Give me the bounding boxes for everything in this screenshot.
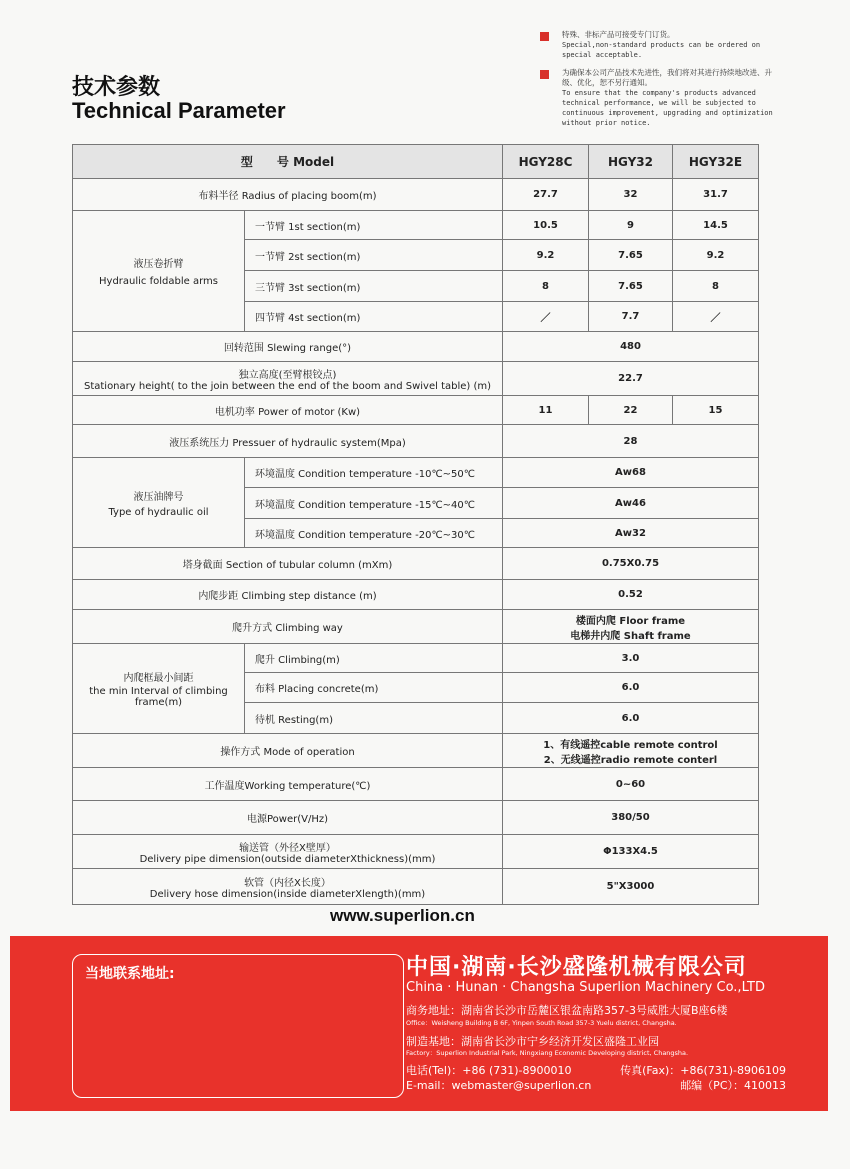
contact-email-row [406, 1077, 786, 1093]
table-row [73, 644, 759, 673]
cell-value: 380/50 [503, 801, 759, 835]
cell-value: Aw32 [503, 519, 759, 548]
row-label: 爬升 Climbing(m) [245, 644, 503, 673]
cell-value: 7.65 [589, 271, 673, 302]
factory-address-cn: 制造基地：湖南省长沙市宁乡经济开发区盛隆工业园 [406, 1035, 659, 1048]
row-label: 环境温度 Condition temperature -20℃~30℃ [245, 519, 503, 548]
group-climbing-interval [73, 644, 245, 734]
row-label: 工作温度Working temperature(℃) [73, 768, 503, 801]
table-row [73, 458, 759, 488]
cell-value-line: 楼面内爬 Floor frame [575, 615, 686, 627]
table-row [73, 179, 759, 211]
row-label: 环境温度 Condition temperature -10℃~50℃ [245, 458, 503, 488]
cell-value: 31.7 [673, 179, 759, 211]
local-contact-box [72, 954, 404, 1098]
company-name-en: China · Hunan · Changsha Superlion Machinery Co.,LTD [406, 980, 765, 995]
cell-value: 22 [589, 396, 673, 425]
model-label: 型 号 Model [73, 145, 503, 179]
row-label: 环境温度 Condition temperature -15℃~40℃ [245, 488, 503, 519]
group-label-en: Hydraulic foldable arms [99, 276, 218, 287]
row-label: 液压系统压力 Pressuer of hydraulic system(Mpa) [73, 425, 503, 458]
table-row [73, 425, 759, 458]
cell-value: 0~60 [503, 768, 759, 801]
table-row [73, 362, 759, 396]
table-row [73, 211, 759, 240]
table-row [73, 869, 759, 905]
tel: 电话(Tel)：+86 (731)-8900010 [406, 1064, 572, 1077]
office-address-en: Office：Weisheng Building B 6F, Yinpen South Road 357-3 Yuelu district, Changsha. [406, 1019, 677, 1027]
row-label [73, 869, 503, 905]
cell-value: 32 [589, 179, 673, 211]
cell-value: 11 [503, 396, 589, 425]
cell-value [503, 734, 759, 768]
model-hgy32: HGY32 [589, 145, 673, 179]
cell-value: 7.7 [589, 302, 673, 332]
table-row [73, 396, 759, 425]
cell-value: 6.0 [503, 673, 759, 703]
table-row [73, 580, 759, 610]
row-label-cn: 独立高度(至臂根铰点) [238, 369, 337, 381]
cell-value [503, 610, 759, 644]
cell-value: 9.2 [503, 240, 589, 271]
table-row [73, 610, 759, 644]
cell-value: ／ [503, 302, 589, 332]
factory-address-en: Factory：Superlion Industrial Park, Ningxiang Economic Developing district, Changsha. [406, 1049, 689, 1057]
cell-value-line: 1、有线遥控cable remote control [543, 739, 718, 751]
company-name-cn: 中国·湖南·长沙盛隆机械有限公司 [406, 955, 747, 980]
cell-value: 9.2 [673, 240, 759, 271]
row-label: 电源Power(V/Hz) [73, 801, 503, 835]
row-label-en: Stationary height( to the join between the end of the boom and Swivel table) (m) [83, 380, 492, 392]
group-label-en: Type of hydraulic oil [108, 506, 209, 518]
row-label: 三节臂 3st section(m) [245, 271, 503, 302]
table-row [73, 801, 759, 835]
table-row [73, 768, 759, 801]
group-label-cn: 内爬框最小间距 [123, 673, 194, 684]
cell-value: 3.0 [503, 644, 759, 673]
cell-value: 28 [503, 425, 759, 458]
cell-value: 8 [673, 271, 759, 302]
notes [540, 30, 780, 136]
table-row [73, 734, 759, 768]
cell-value: 9 [589, 211, 673, 240]
note-cn: 为确保本公司产品技术先进性，我们将对其进行持续地改进、升级、优化，恕不另行通知。 [562, 68, 772, 87]
row-label-en: Delivery hose dimension(inside diameterXlength)(mm) [149, 888, 426, 900]
row-label: 一节臂 1st section(m) [245, 211, 503, 240]
cell-value: 10.5 [503, 211, 589, 240]
row-label: 一节臂 2st section(m) [245, 240, 503, 271]
group-label-cn: 液压卷折臂 [133, 259, 184, 270]
group-hydraulic-arms [73, 211, 245, 332]
cell-value-line: 电梯井内爬 Shaft frame [570, 630, 691, 642]
row-label: 回转范围 Slewing range(°) [73, 332, 503, 362]
email: E-mail：webmaster@superlion.cn [406, 1079, 592, 1092]
row-label: 四节臂 4st section(m) [245, 302, 503, 332]
row-label: 待机 Resting(m) [245, 703, 503, 734]
technical-parameter-table [72, 144, 759, 905]
cell-value: 5"X3000 [503, 869, 759, 905]
note-cn: 特殊、非标产品可接受专门订货。 [562, 30, 675, 39]
cell-value: 0.52 [503, 580, 759, 610]
cell-value: 14.5 [673, 211, 759, 240]
contact-phone-row [406, 1062, 786, 1078]
group-label-cn: 液压油牌号 [133, 491, 184, 503]
cell-value: 480 [503, 332, 759, 362]
row-label-cn: 输送管（外径X壁厚） [239, 842, 336, 854]
website-url: www.superlion.cn [330, 906, 475, 925]
bullet-square-icon [540, 70, 549, 79]
office-address-cn: 商务地址：湖南省长沙市岳麓区银盆南路357-3号威胜大厦B座6楼 [406, 1004, 728, 1017]
cell-value: Aw68 [503, 458, 759, 488]
table-row [73, 835, 759, 869]
note-en: To ensure that the company's products advanced technical performance, we will be subjected to continuous improvement, upgrading and optimization without prior notice. [562, 89, 773, 127]
row-label: 布料半径 Radius of placing boom(m) [73, 179, 503, 211]
group-hydraulic-oil [73, 458, 245, 548]
footer-banner [10, 936, 828, 1111]
row-label-en: Delivery pipe dimension(outside diameterXthickness)(mm) [139, 853, 436, 865]
row-label: 内爬步距 Climbing step distance (m) [73, 580, 503, 610]
page-title-en: Technical Parameter [72, 98, 286, 123]
row-label: 爬升方式 Climbing way [73, 610, 503, 644]
group-label-en: the min Interval of climbing frame(m) [89, 686, 228, 708]
postcode: 邮编（PC）：410013 [680, 1079, 786, 1092]
fax: 传真(Fax)：+86(731)-8906109 [620, 1064, 786, 1077]
cell-value: ／ [673, 302, 759, 332]
row-label-cn: 软管（内径X长度） [244, 877, 331, 889]
model-hgy32e: HGY32E [673, 145, 759, 179]
note-en: Special,non-standard products can be ordered on special acceptable. [562, 41, 761, 59]
cell-value: Aw46 [503, 488, 759, 519]
cell-value: 27.7 [503, 179, 589, 211]
note-special-order [540, 30, 780, 60]
cell-value: 0.75X0.75 [503, 548, 759, 580]
cell-value: Φ133X4.5 [503, 835, 759, 869]
page-title-cn: 技术参数 [72, 75, 161, 100]
cell-value: 8 [503, 271, 589, 302]
row-label: 操作方式 Mode of operation [73, 734, 503, 768]
table-header-row [73, 145, 759, 179]
cell-value: 22.7 [503, 362, 759, 396]
table-row [73, 332, 759, 362]
cell-value: 15 [673, 396, 759, 425]
note-improvement [540, 68, 780, 128]
row-label: 塔身截面 Section of tubular column (mXm) [73, 548, 503, 580]
row-label [73, 835, 503, 869]
bullet-square-icon [540, 32, 549, 41]
row-label [73, 362, 503, 396]
table-row [73, 548, 759, 580]
cell-value: 6.0 [503, 703, 759, 734]
model-hgy28c: HGY28C [503, 145, 589, 179]
row-label: 电机功率 Power of motor (Kw) [73, 396, 503, 425]
cell-value: 7.65 [589, 240, 673, 271]
row-label: 布料 Placing concrete(m) [245, 673, 503, 703]
cell-value-line: 2、无线遥控radio remote conterl [543, 754, 718, 766]
local-contact-label: 当地联系地址: [85, 966, 175, 982]
